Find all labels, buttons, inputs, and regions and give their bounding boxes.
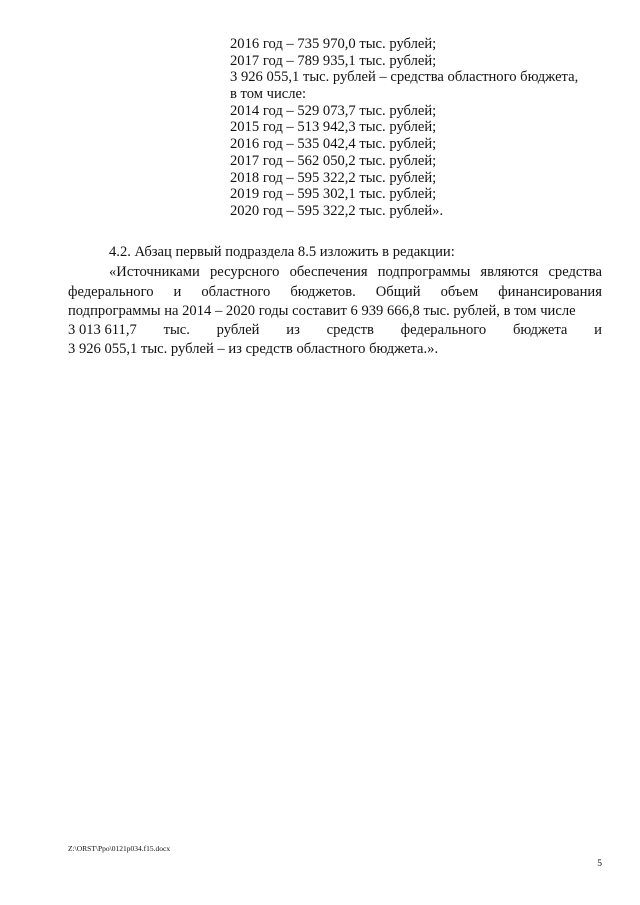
list-line: 2016 год – 735 970,0 тыс. рублей; bbox=[230, 36, 437, 52]
quote-word: являются bbox=[480, 264, 539, 280]
list-line: 2019 год – 595 302,1 тыс. рублей; bbox=[230, 186, 437, 203]
quote-word: обеспечения bbox=[289, 264, 368, 280]
quote-word: средства bbox=[548, 264, 602, 280]
quote-word: Общий bbox=[375, 284, 421, 300]
quote-line-4 bbox=[68, 322, 602, 339]
quote-word: подпрограммы bbox=[377, 264, 471, 280]
funding-list bbox=[230, 36, 602, 220]
page-number: 5 bbox=[597, 859, 602, 869]
list-line: 2016 год – 535 042,4 тыс. рублей; bbox=[230, 136, 437, 153]
quote-word: ресурсного bbox=[209, 264, 280, 280]
quote-word: финансирования bbox=[498, 284, 602, 300]
quote-word: федерального bbox=[400, 322, 487, 338]
list-line: 2017 год – 562 050,2 тыс. рублей; bbox=[230, 152, 437, 169]
quote-word: бюджета bbox=[512, 322, 568, 338]
quote-word: «Источниками bbox=[109, 264, 200, 280]
quote-word: бюджетов. bbox=[290, 284, 356, 300]
quote-word: рублей bbox=[216, 322, 260, 338]
quote-word: средств bbox=[326, 322, 374, 338]
quote-word: из bbox=[286, 322, 300, 338]
list-line: 2017 год – 789 935,1 тыс. рублей; bbox=[230, 52, 437, 69]
quote-line-2 bbox=[68, 284, 602, 301]
quote-line-1 bbox=[109, 264, 602, 281]
quote-word: и bbox=[173, 284, 182, 300]
list-line: 2020 год – 595 322,2 тыс. рублей». bbox=[230, 202, 444, 219]
list-line: 3 926 055,1 тыс. рублей – средства областного бюджета, bbox=[230, 69, 579, 86]
list-line: 2015 год – 513 942,3 тыс. рублей; bbox=[230, 119, 437, 136]
list-line: 2014 год – 529 073,7 тыс. рублей; bbox=[230, 102, 437, 119]
quote-word: тыс. bbox=[163, 322, 190, 338]
quote-word: 3 013 611,7 bbox=[68, 322, 137, 338]
quote-word: областного bbox=[201, 284, 271, 300]
quote-word: объем bbox=[440, 284, 479, 300]
list-line: 2018 год – 595 322,2 тыс. рублей; bbox=[230, 169, 437, 186]
file-path: Z:\ORST\Ppo\0121p034.f15.docx bbox=[68, 844, 171, 853]
quote-line-5: 3 926 055,1 тыс. рублей – из средств областного бюджета.». bbox=[68, 341, 439, 357]
quote-word: федерального bbox=[68, 284, 154, 300]
quote-word: и bbox=[594, 322, 602, 338]
quote-line-3: подпрограммы на 2014 – 2020 годы составит 6 939 666,8 тыс. рублей, в том числе bbox=[68, 303, 576, 319]
list-line: в том числе: bbox=[230, 86, 307, 103]
paragraph-heading: 4.2. Абзац первый подраздела 8.5 изложить в редакции: bbox=[109, 244, 455, 260]
